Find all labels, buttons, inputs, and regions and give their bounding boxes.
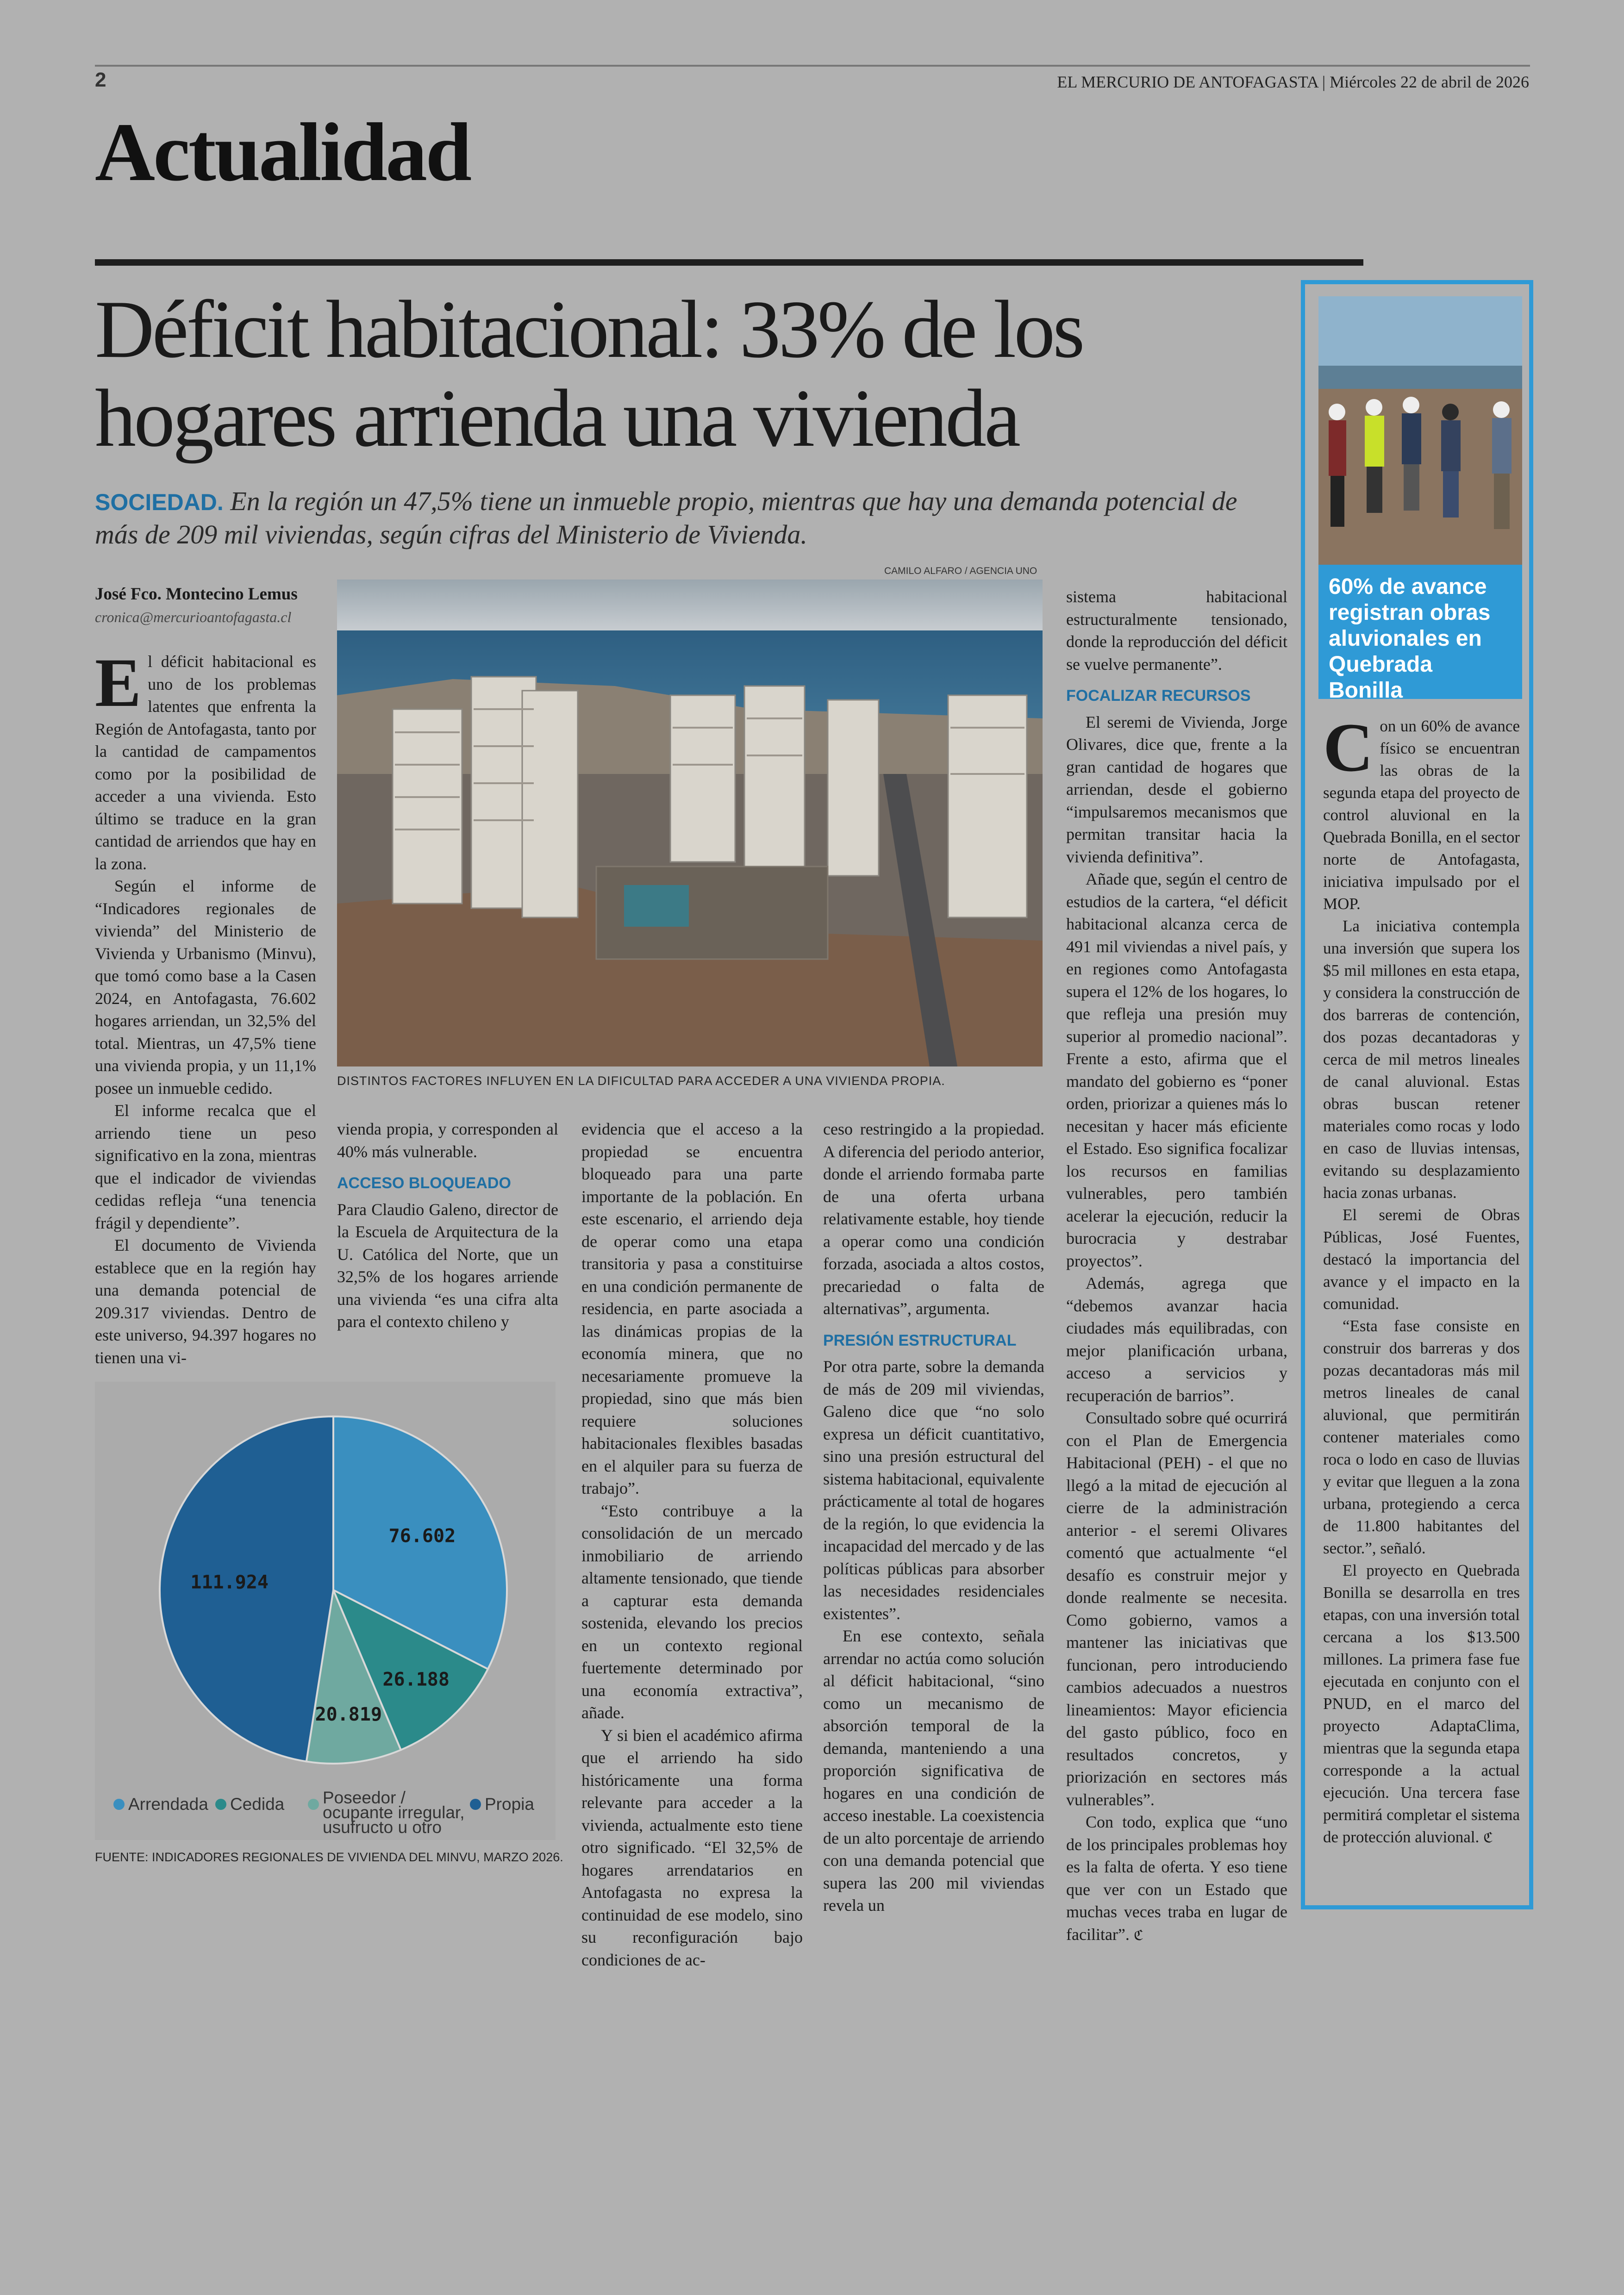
paragraph: Además, agrega que “debemos avanzar hacia ciudades más equilibradas, con mejor planificación urbana, acceso a servicios y recuperación de barrios”. (1066, 1274, 1287, 1405)
paragraph: Consultado sobre qué ocurrirá con el Plan de Emergencia Habitacional (PEH) - el que no llegó a la mitad de ejecución al cierre de la administración anterior - el seremi Olivares comentó que actualmente “el desafío es construir mejor y donde realmente se necesita. Como gobierno, vamos a mantener las iniciativas que funcionan, pero introduciendo cambios adecuados a nuestros lineamientos: Mayor eficiencia del gasto público, foco en resultados concretos, y priorización en sectores más vulnerables”. (1066, 1409, 1287, 1809)
chart-source: FUENTE: INDICADORES REGIONALES DE VIVIENDA DEL MINVU, MARZO 2026. (95, 1850, 563, 1864)
byline: José Fco. Montecino Lemus (95, 585, 298, 604)
article-column-2 (337, 1118, 558, 1333)
paragraph: vienda propia, y corresponden al 40% más vulnerable. (337, 1120, 558, 1161)
headline-rule (95, 259, 1363, 266)
paragraph: El informe recalca que el arriendo tiene un peso significativo en la zona, mientras que el indicador de viviendas cedidas refleja “una tenencia frágil y dependiente”. (95, 1101, 316, 1232)
sidebar-column (1323, 709, 1520, 1849)
page-number: 2 (95, 69, 106, 91)
legend-label-line: Poseedor / (323, 1788, 406, 1807)
headline: Déficit habitacional: 33% de los hogares arrienda una vivienda (95, 283, 1083, 464)
paragraph: “Esto contribuye a la consolidación de un mercado inmobiliario de arriendo altamente tensionado, que tiende a capturar esta demanda sostenida, elevando los precios en un contexto regional fuertemente determinado por una economía extractiva”, añade. (581, 1501, 803, 1722)
deck-kicker: SOCIEDAD. (95, 489, 224, 515)
sidebar-drop-cap: C (1323, 709, 1374, 786)
pie-chart-panel (95, 1382, 556, 1840)
paragraph: La iniciativa contempla una inversión que supera los $5 mil millones en esta etapa, y considera la construcción de dos barreras de contención, dos pozas decantadoras y cerca de mil metros lineales de canal aluvional. Estas obras buscan retener materiales como rocas y lodo en caso de lluvias intensas, evitando su desplazamiento hacia zonas urbanas. (1323, 917, 1520, 1202)
paragraph (1323, 1559, 1520, 1849)
article-column-1 (95, 644, 316, 1369)
paragraph: El documento de Vivienda establece que en la región hay una demanda potencial de 209.317 viviendas. Dentro de este universo, 94.397 hogares no tienen una vi- (95, 1236, 316, 1367)
main-photo (337, 580, 1043, 1066)
pie-value-label: 20.819 (315, 1703, 382, 1725)
photo-caption: DISTINTOS FACTORES INFLUYEN EN LA DIFICULTAD PARA ACCEDER A UNA VIVIENDA PROPIA. (337, 1074, 945, 1088)
legend-swatch (113, 1799, 125, 1810)
paragraph: Según el informe de “Indicadores regionales de vivienda” del Ministerio de Vivienda y Urbanismo (Minvu), que tomó como base a la Casen 2024, en Antofagasta, 76.602 hogares arriendan, un 32,5% del total. Mientras, un 47,5% tiene una vivienda propia, y un 11,1% posee un inmueble cedido. (95, 877, 316, 1098)
legend-label: Propia (485, 1795, 534, 1814)
legend-label-line: usufructo u otro (323, 1818, 442, 1837)
paragraph (1066, 1811, 1287, 1947)
paragraph-text: El proyecto en Quebrada Bonilla se desarrolla en tres etapas, con una inversión total cercana a los $13.500 millones. La primera fase fue ejecutada en conjunto con el PNUD, en el marco del proyecto AdaptaClima, mientras que la segunda etapa corresponde a la actual ejecución. Una tercera fase permitirá completar el sistema de protección aluvional. (1323, 1561, 1520, 1846)
masthead: EL MERCURIO DE ANTOFAGASTA | Miércoles 22 de abril de 2026 (1057, 73, 1529, 91)
legend-swatch (308, 1799, 319, 1810)
paragraph: Por otra parte, sobre la demanda de más de 209 mil viviendas, Galeno dice que “no solo expresa un déficit cuantitativo, sino una presión estructural del sistema habitacional, equivalente prácticamente al total de hogares de la región, lo que evidencia la incapacidad del mercado y de las políticas públicas para absorber las necesidades residenciales existentes”. (823, 1357, 1044, 1623)
paragraph: “Esta fase consiste en construir dos barreras y dos pozas decantadoras más mil metros lineales de canal aluvional, que permitirán contener materiales como roca o lodo en caso de lluvias y evitar que lleguen a la zona urbana, protegiendo a cerca de 11.800 habitantes del sector.”, señaló. (1323, 1317, 1520, 1557)
paragraph: sistema habitacional estructuralmente tensionado, donde la reproducción del déficit se vuelve permanente”. (1066, 587, 1287, 674)
end-mark: ℭ (1133, 1927, 1143, 1944)
sidebar-headline: 60% de avance registran obras aluvionales en Quebrada Bonilla (1318, 565, 1522, 699)
section-title: Actualidad (95, 106, 470, 198)
subheading: ACCESO BLOQUEADO (337, 1174, 511, 1192)
legend-label (323, 1788, 464, 1837)
drop-cap: E (95, 644, 142, 721)
deck-text: En la región un 47,5% tiene un inmueble propio, mientras que hay una demanda potencial de más de 209 mil viviendas, según cifras del Ministerio de Vivienda. (95, 486, 1237, 549)
pie-value-label: 26.188 (382, 1669, 450, 1690)
paragraph: evidencia que el acceso a la propiedad se encuentra bloqueado para una parte importante de la población. En este escenario, el arriendo deja de operar como una etapa transitoria y pasa a constituirse en una condición permanente de residencia, en parte asociada a las dinámicas propias de la economía minera, que no necesariamente promueve la propiedad, sino que más bien requiere soluciones habitacionales flexibles basadas en el alquiler para su fuerza de trabajo”. (581, 1120, 803, 1497)
workers-photo (1318, 296, 1522, 565)
legend-label: Arrendada (128, 1795, 208, 1814)
paragraph: ceso restringido a la propiedad. A diferencia del periodo anterior, donde el arriendo formaba parte de una oferta urbana relativamente estable, hoy tiende a operar como una condición forzada, asociada a altos costos, precariedad o falta de alternativas”, argumenta. (823, 1120, 1044, 1318)
top-rule (95, 65, 1530, 67)
paragraph: l déficit habitacional es uno de los problemas latentes que enfrenta la Región de Antofagasta, tanto por la cantidad de campamentos como por la posibilidad de acceder a una vivienda. Esto último se traduce en la gran cantidad de arriendos que hay en la zona. (95, 652, 316, 873)
end-mark: ℭ (1483, 1830, 1493, 1846)
paragraph: El seremi de Vivienda, Jorge Olivares, dice que, frente a la gran cantidad de hogares que arriendan, desde el gobierno “impulsaremos mecanismos que permitan transitar hacia la vivienda definitiva”. (1066, 712, 1287, 866)
article-column-4 (823, 1118, 1044, 1917)
subheading: PRESIÓN ESTRUCTURAL (823, 1331, 1017, 1349)
pie-value-label: 111.924 (190, 1572, 269, 1593)
paragraph: En ese contexto, señala arrendar no actúa como solución al déficit habitacional, “sino como un mecanismo de absorción temporal de la demanda, manteniendo a una proporción significativa de hogares en una condición de acceso inestable. La coexistencia de un alto porcentaje de arriendo con una demanda potencial que supera las 200 mil viviendas revela un (823, 1627, 1044, 1915)
paragraph: El seremi de Obras Públicas, José Fuentes, destacó la importancia del avance y el impacto en la comunidad. (1323, 1206, 1520, 1313)
pie-value-label: 76.602 (388, 1525, 456, 1547)
legend-label-line: ocupante irregular, (323, 1803, 465, 1822)
article-column-3 (581, 1118, 803, 1971)
byline-email[interactable]: cronica@mercurioantofagasta.cl (95, 609, 292, 625)
subheading: FOCALIZAR RECURSOS (1066, 687, 1251, 705)
paragraph: Para Claudio Galeno, director de la Escuela de Arquitectura de la U. Católica del Norte, que un 32,5% de los hogares arriende una vivienda “es una cifra alta para el contexto chileno y (337, 1200, 558, 1331)
paragraph-text: Con todo, explica que “uno de los principales problemas hoy es la falta de oferta. Y eso tiene que ver con un Estado que muchas veces traba en lugar de facilitar”. (1066, 1813, 1287, 1944)
paragraph: Y si bien el académico afirma que el arriendo ha sido históricamente una forma relevante para acceder a la vivienda, actualmente esto tiene otro significado. “El 32,5% de hogares arrendatarios en Antofagasta no expresa la continuidad de ese modelo, sino su reconfiguración bajo condiciones de ac- (581, 1726, 803, 1969)
city-buildings-photo (337, 580, 1043, 1066)
sidebar-photo (1318, 296, 1522, 565)
paragraph: on un 60% de avance físico se encuentran las obras de la segunda etapa del proyecto de control aluvional en la Quebrada Bonilla, en el sector norte de Antofagasta, iniciativa impulsado por el MOP. (1323, 717, 1520, 913)
pie-chart (95, 1382, 556, 1840)
deck (95, 485, 1280, 551)
photo-credit: CAMILO ALFARO / AGENCIA UNO (884, 566, 1037, 576)
legend-swatch (470, 1799, 481, 1810)
legend-swatch (215, 1799, 226, 1810)
paragraph: Añade que, según el centro de estudios de la cartera, “el déficit habitacional alcanza cerca de 491 mil viviendas a nivel país, y en regiones como Antofagasta supera el 12% de los hogares, lo que refleja una presión muy superior al promedio nacional”. Frente a esto, afirma que el mandato del gobierno es “poner orden, priorizar a quienes más lo necesitan y hacer más eficiente el Estado. Eso significa focalizar los recursos en familias vulnerables, pero también acelerar la ejecución, reducir la burocracia y destrabar proyectos”. (1066, 870, 1287, 1270)
legend-label: Cedida (230, 1795, 285, 1814)
article-column-5 (1066, 586, 1287, 1947)
